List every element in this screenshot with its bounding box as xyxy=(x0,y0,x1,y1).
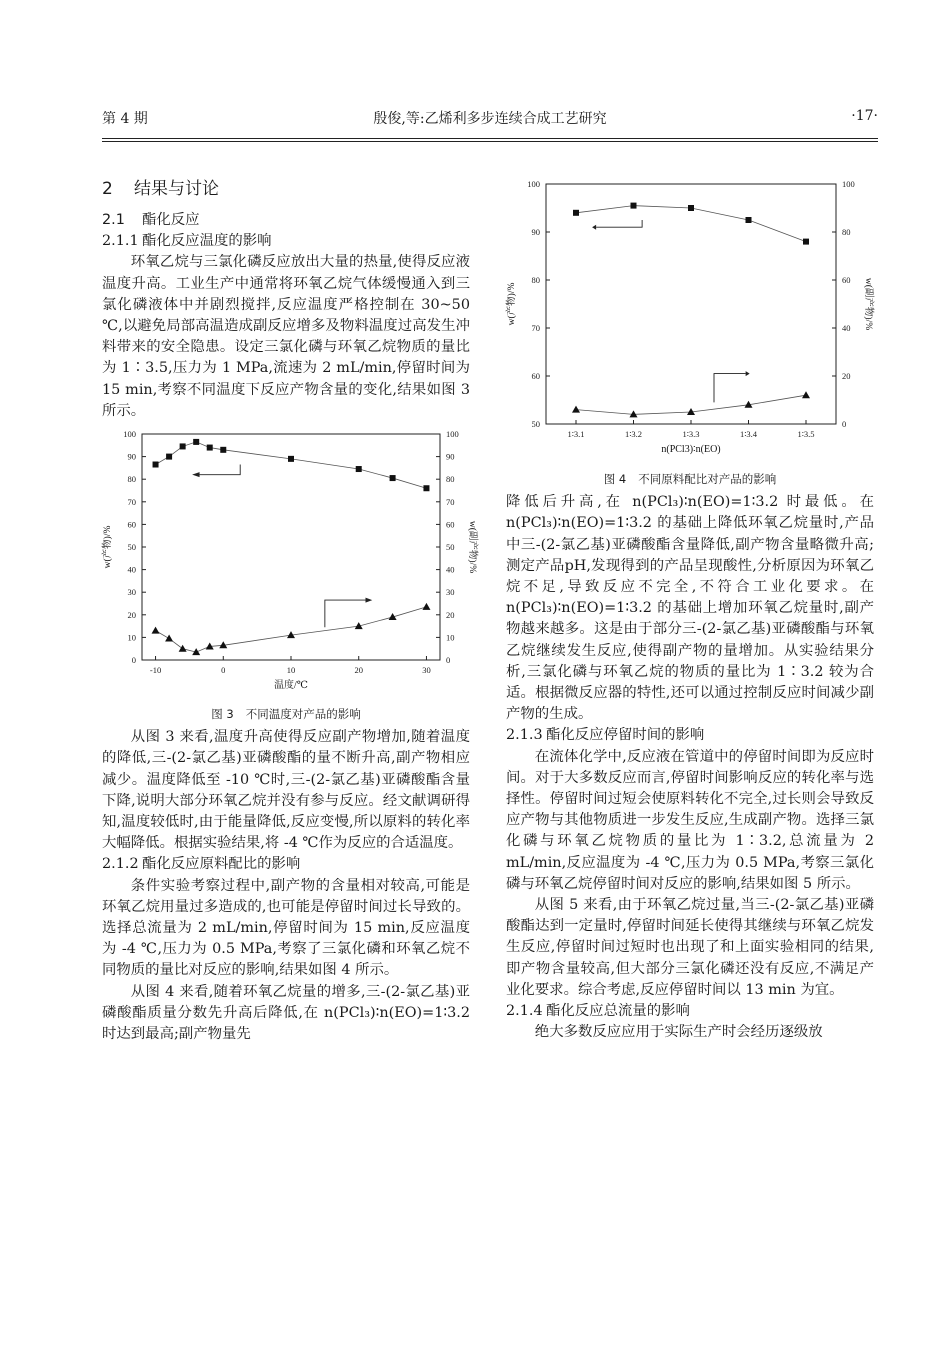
subsection-heading-2-1-4: 2.1.4 酯化反应总流量的影响 xyxy=(506,1003,690,1020)
paragraph: 降低后升高,在 n(PCl₃)∶n(EO)=1∶3.2 时最低。在 n(PCl₃)∶n(EO)=1∶3.2 的基础上降低环氧乙烷量时,产品中三-(2-氯乙基)亚磷酸酯含量降低,副产物含量略微升高;测定产品pH,发现得到的产品呈现酸性,分析原因为环氧乙烷不足,导致反应不完全,不符合工业化要求。在 n(PCl₃)∶n(EO)=1∶3.2 的基础上增加环氧乙烷量时,副产物越来越多。这是由于部分三-(2-氯乙基)亚磷酸酯与环氧乙烷继续发生反应,使得副产物的量增加。从实验结果分析,三氯化磷与环氧乙烷的物质的量比为 1∶3.2 较为合适。根据微反应器的特性,还可以通过控制反应时间减少副产物的生成。 xyxy=(506,494,874,723)
data-point-square xyxy=(390,475,396,481)
y-tick-label-left: 20 xyxy=(127,609,136,620)
subsection-heading-2-1-3: 2.1.3 酯化反应停留时间的影响 xyxy=(506,727,705,744)
y-axis-label-right: w(副产物)/% xyxy=(467,520,477,574)
x-tick-label: 1∶3.1 xyxy=(567,429,585,439)
issue-number: 第 4 期 xyxy=(102,111,148,127)
y-tick-label-left: 60 xyxy=(531,371,540,381)
x-tick-label: -10 xyxy=(149,665,162,676)
x-axis-label: 温度/℃ xyxy=(274,680,308,692)
y-tick-label-left: 100 xyxy=(123,429,136,440)
data-point-square xyxy=(746,217,752,223)
y-tick-label-left: 80 xyxy=(531,275,540,285)
data-point-square xyxy=(180,443,186,449)
y-tick-label-left: 100 xyxy=(527,179,540,189)
figure-4 xyxy=(506,174,874,466)
x-tick-label: 10 xyxy=(286,665,296,676)
left-column xyxy=(102,172,477,1045)
y-tick-label-left: 70 xyxy=(127,496,136,507)
data-point-square xyxy=(356,466,362,472)
legend-arrow-left-line xyxy=(200,465,241,475)
y-tick-label-left: 50 xyxy=(127,542,136,553)
y-tick-label-right: 80 xyxy=(446,474,455,485)
y-tick-label-left: 90 xyxy=(531,227,540,237)
y-tick-label-left: 30 xyxy=(127,587,136,598)
data-point-square xyxy=(153,462,159,468)
y-axis-label-left: w(产物)/% xyxy=(103,525,113,569)
y-tick-label-right: 20 xyxy=(446,609,455,620)
section-heading: 2 结果与讨论 xyxy=(102,179,219,199)
y-tick-label-right: 50 xyxy=(446,542,455,553)
paragraph: 从图 4 来看,随着环氧乙烷量的增多,三-(2-氯乙基)亚磷酸酯质量分数先升高后降低,在 n(PCl₃)∶n(EO)=1∶3.2 时达到最高;副产物量先 xyxy=(102,983,470,1043)
x-tick-label: 1∶3.2 xyxy=(624,429,643,439)
x-tick-label: 1∶3.5 xyxy=(797,429,815,439)
data-point-square xyxy=(288,456,294,462)
y-tick-label-left: 90 xyxy=(127,451,136,462)
paragraph: 环氧乙烷与三氯化磷反应放出大量的热量,使得反应液温度升高。工业生产中通常将环氧乙烷气体缓慢通入到三氯化磷液体中并剧烈搅拌,反应温度严格控制在 30~50 ℃,以避免局部高温造成副反应增多及物料温度过高发生冲料带来的安全隐患。设定三氯化磷与环氧乙烷物质的量比为 1∶3.5,压力为 1 MPa,流速为 2 mL/min,停留时间为 15 min,考察不同温度下反应产物含量的变化,结果如图 3 所示。 xyxy=(102,254,470,419)
subsection-heading-2-1-2: 2.1.2 酯化反应原料配比的影响 xyxy=(102,856,301,873)
y-tick-label-left: 10 xyxy=(127,632,136,643)
y-axis-label-right: w(副产物)/% xyxy=(863,277,873,331)
y-tick-label-right: 0 xyxy=(842,419,847,429)
subsection-heading-2-1: 2.1 酯化反应 xyxy=(102,212,200,228)
x-tick-label: 1∶3.4 xyxy=(739,429,758,439)
data-point-triangle xyxy=(802,391,810,398)
paragraph: 从图 5 来看,由于环氧乙烷过量,当三-(2-氯乙基)亚磷酸酯达到一定量时,停留时间延长使得其继续与环氧乙烷发生反应,停留时间过短时也出现了和上面实验相同的结果,即产物含量较高,但大部分三氯化磷还没有反应,不满足产业化要求。综合考虑,反应停留时间以 13 min 为宜。 xyxy=(506,897,874,998)
x-tick-label: 1∶3.3 xyxy=(682,429,700,439)
paragraph: 条件实验考察过程中,副产物的含量相对较高,可能是环氧乙烷用量过多造成的,也可能是停留时间过长导致的。选择总流量为 2 mL/min,停留时间为 15 min,反应温度为 -4 ℃,压力为 0.5 MPa,考察了三氯化磷和环氧乙烷不同物质的量比对反应的影响,结果如图 4 所示。 xyxy=(102,877,470,979)
y-tick-label-right: 100 xyxy=(842,179,855,189)
page-number: ·17· xyxy=(851,108,878,124)
page-header xyxy=(102,108,878,130)
y-tick-label-left: 40 xyxy=(127,564,136,575)
y-tick-label-right: 0 xyxy=(446,655,451,666)
y-tick-label-right: 30 xyxy=(446,587,455,598)
legend-arrow-right-line xyxy=(325,600,366,627)
legend-arrow-right-head xyxy=(746,371,750,376)
data-point-triangle xyxy=(422,603,430,610)
y-tick-label-left: 50 xyxy=(531,419,540,429)
y-tick-label-right: 90 xyxy=(446,451,455,462)
figure-3-caption: 图 3 不同温度对产品的影响 xyxy=(211,707,361,722)
y-tick-label-left: 60 xyxy=(127,519,136,530)
subsection-heading-2-1-1: 2.1.1 酯化反应温度的影响 xyxy=(102,233,272,250)
x-axis-label: n(PCl3)∶n(EO) xyxy=(661,444,721,455)
y-tick-label-right: 40 xyxy=(446,564,455,575)
y-tick-label-right: 70 xyxy=(446,496,455,507)
y-tick-label-right: 20 xyxy=(842,371,851,381)
legend-arrow-left-head xyxy=(592,225,596,230)
y-tick-label-right: 60 xyxy=(842,275,851,285)
data-point-square xyxy=(688,205,694,211)
figure-4-chart xyxy=(506,174,874,459)
data-point-triangle xyxy=(152,627,160,634)
data-point-triangle xyxy=(572,406,580,413)
paragraph: 绝大多数反应应用于实际生产时会经历逐级放 xyxy=(534,1024,823,1041)
y-axis-label-left: w(产物)/% xyxy=(507,282,517,326)
running-title: 殷俊,等:乙烯利多步连续合成工艺研究 xyxy=(373,111,607,127)
y-tick-label-right: 80 xyxy=(842,227,851,237)
y-tick-label-right: 10 xyxy=(446,632,455,643)
x-tick-label: 20 xyxy=(354,665,363,676)
series-line-triangle xyxy=(156,607,427,652)
plot-frame xyxy=(546,184,836,424)
data-point-square xyxy=(166,454,172,460)
legend-arrow-left-head xyxy=(192,472,199,477)
series-line-square xyxy=(156,442,427,488)
data-point-square xyxy=(803,239,809,245)
header-rule-thin xyxy=(102,141,878,142)
y-tick-label-left: 70 xyxy=(531,323,540,333)
y-tick-label-left: 80 xyxy=(127,474,136,485)
data-point-square xyxy=(423,485,429,491)
data-point-triangle xyxy=(165,635,173,642)
data-point-square xyxy=(207,445,213,451)
figure-3 xyxy=(102,424,477,701)
plot-frame xyxy=(142,434,440,660)
x-tick-label: 30 xyxy=(422,665,431,676)
figure-3-chart xyxy=(102,424,477,694)
legend-arrow-right-head xyxy=(366,598,373,603)
legend-arrow-right-line xyxy=(714,374,746,403)
data-point-square xyxy=(631,203,637,209)
data-point-square xyxy=(193,439,199,445)
y-tick-label-right: 100 xyxy=(446,429,459,440)
paragraph: 在流体化学中,反应液在管道中的停留时间即为反应时间。对于大多数反应而言,停留时间影响反应的转化率与选择性。停留时间过短会使原料转化不完全,过长则会导致反应产物与其他物质进一步发生反应,生成副产物。选择三氯化磷与环氧乙烷物质的量比为 1∶3.2,总流量为 2 mL/min,反应温度为 -4 ℃,压力为 0.5 MPa,考察三氯化磷与环氧乙烷停留时间对反应的影响,结果如图 5 所示。 xyxy=(506,748,874,892)
data-point-square xyxy=(573,210,579,216)
paragraph: 从图 3 来看,温度升高使得反应副产物增加,随着温度的降低,三-(2-氯乙基)亚磷酸酯的量不断升高,副产物相应减少。温度降低至 -10 ℃时,三-(2-氯乙基)亚磷酸酯含量下降,说明大部分环氧乙烷并没有参与反应。经文献调研得知,温度较低时,由于能量降低,反应变慢,所以原料的转化率大幅降低。根据实验结果,将 -4 ℃作为反应的合适温度。 xyxy=(102,729,470,852)
x-tick-label: 0 xyxy=(221,665,226,676)
legend-arrow-left-line xyxy=(596,220,642,227)
header-rule xyxy=(102,138,878,139)
right-column xyxy=(506,172,874,1043)
y-tick-label-left: 0 xyxy=(131,655,136,666)
data-point-square xyxy=(220,447,226,453)
data-point-triangle xyxy=(179,645,187,652)
y-tick-label-right: 60 xyxy=(446,519,455,530)
y-tick-label-right: 40 xyxy=(842,323,851,333)
figure-4-caption: 图 4 不同原料配比对产品的影响 xyxy=(603,472,777,487)
